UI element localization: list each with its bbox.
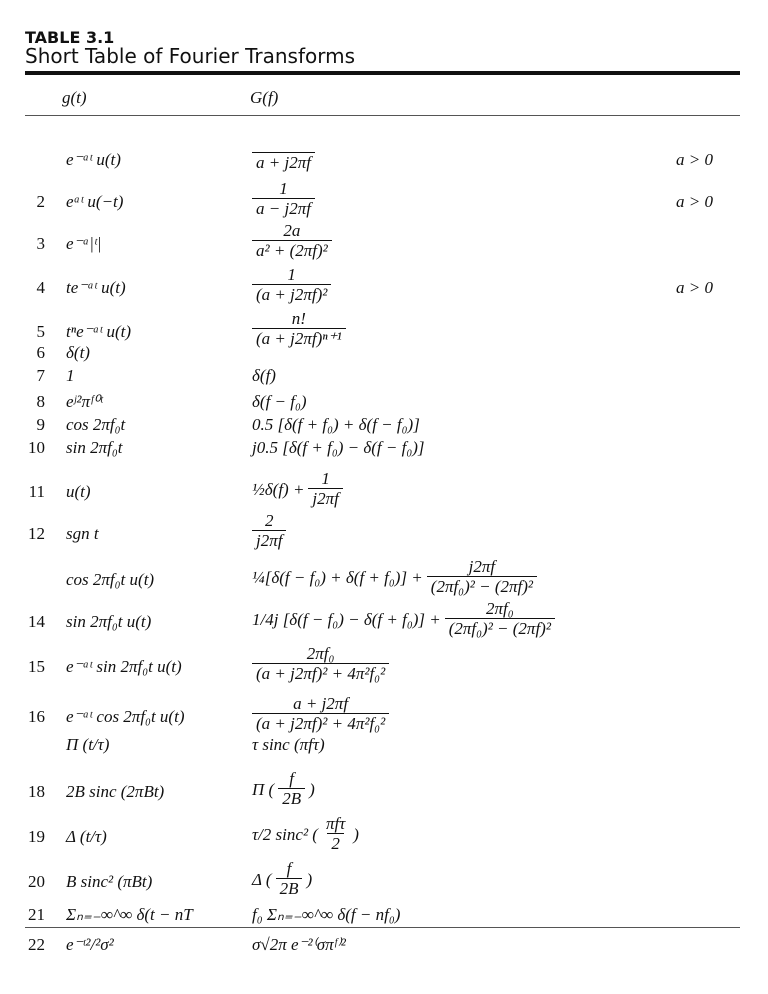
transform-fraction	[445, 600, 555, 639]
transform-prefix: ½δ(f) +	[252, 479, 305, 499]
time-function: cos 2πf₀t	[66, 415, 126, 434]
transform-fraction	[252, 645, 389, 684]
fraction-denominator: j2πf	[308, 488, 342, 509]
transform-prefix: j0.5 [δ(f + f₀) − δ(f − f₀)]	[252, 438, 425, 457]
table-label: TABLE 3.1	[25, 28, 115, 47]
time-function: te⁻ᵃᵗ u(t)	[66, 278, 126, 297]
fourier-transform	[252, 735, 325, 755]
fraction-numerator: 2πf₀	[306, 644, 335, 663]
fraction-numerator: a + j2πf	[293, 694, 349, 713]
fraction-denominator: (a + j2πf)² + 4π²f₀²	[252, 713, 389, 734]
header-rule	[25, 115, 740, 116]
fourier-transform	[252, 310, 346, 349]
fraction-denominator: 2B	[276, 878, 303, 899]
fraction-denominator: (a + j2πf)² + 4π²f₀²	[252, 663, 389, 684]
time-function: e⁻ᵗ²/²σ²	[66, 935, 114, 954]
fraction-denominator: (a + j2πf)²	[252, 284, 331, 305]
fraction-numerator	[279, 138, 287, 152]
fourier-transform	[252, 366, 276, 386]
fourier-transform	[252, 645, 389, 684]
transform-prefix: Π (	[252, 779, 275, 799]
transform-fraction	[252, 222, 332, 261]
row-number: 2	[36, 192, 45, 211]
fraction-denominator: j2πf	[252, 530, 286, 551]
row-number: 22	[28, 935, 45, 954]
time-function: sin 2πf₀t u(t)	[66, 612, 152, 631]
fraction-denominator: (2πf₀)² − (2πf)²	[427, 576, 537, 597]
row-number: 10	[28, 438, 45, 457]
fraction-denominator: a² + (2πf)²	[252, 240, 332, 261]
transform-fraction	[252, 310, 346, 349]
fraction-denominator: (a + j2πf)ⁿ⁺¹	[252, 328, 346, 349]
time-function: eᵃᵗ u(−t)	[66, 192, 124, 211]
time-function: cos 2πf₀t u(t)	[66, 570, 155, 589]
fraction-numerator: 1	[279, 179, 288, 198]
transform-fraction	[427, 558, 537, 597]
fraction-numerator: πfτ	[325, 814, 346, 833]
fourier-transform	[252, 935, 346, 955]
row-number: 21	[28, 905, 45, 924]
row-number: 15	[28, 657, 45, 676]
fourier-transform	[252, 770, 315, 809]
transform-prefix: 1/4j [δ(f − f₀) − δ(f + f₀)] +	[252, 609, 441, 629]
fraction-numerator: f	[289, 769, 295, 788]
transform-fraction	[308, 470, 342, 509]
transform-prefix: f₀ Σₙ₌₋∞^∞ δ(f − nf₀)	[252, 905, 401, 924]
condition: a > 0	[676, 150, 713, 169]
fourier-transform	[252, 860, 312, 899]
row-number: 16	[28, 707, 45, 726]
fourier-transform	[252, 512, 286, 551]
transform-prefix: σ√2π e⁻²⁽σπᶠ⁾²	[252, 935, 346, 954]
transform-fraction	[278, 770, 305, 809]
row-number: 3	[36, 234, 45, 253]
fourier-transform	[252, 415, 420, 435]
row-number: 12	[28, 524, 45, 543]
time-function: Π (t/τ)	[66, 735, 110, 754]
transform-fraction	[252, 138, 315, 173]
time-function: e⁻ᵃᵗ cos 2πf₀t u(t)	[66, 707, 185, 726]
transform-suffix: )	[353, 824, 359, 844]
row-number: 6	[36, 343, 45, 362]
transform-suffix: )	[306, 869, 313, 889]
fraction-denominator: (2πf₀)² − (2πf)²	[445, 618, 555, 639]
fourier-transform	[252, 392, 307, 412]
time-function: Σₙ₌₋∞^∞ δ(t − nT	[66, 905, 193, 924]
row-number: 8	[36, 392, 45, 411]
transform-fraction	[252, 180, 315, 219]
transform-prefix: 0.5 [δ(f + f₀) + δ(f − f₀)]	[252, 415, 420, 434]
time-function: tⁿe⁻ᵃᵗ u(t)	[66, 322, 132, 341]
fourier-transform	[252, 438, 425, 458]
transform-prefix: δ(f)	[252, 366, 276, 385]
time-function: 2B sinc (2πBt)	[66, 782, 165, 801]
transform-suffix: )	[309, 779, 315, 799]
fourier-transform	[252, 600, 555, 639]
fraction-denominator: 2	[327, 833, 344, 854]
row-number: 9	[36, 415, 45, 434]
transform-prefix: Δ (	[252, 869, 272, 889]
fraction-numerator: 2	[264, 511, 274, 530]
time-function: Δ (t/τ)	[66, 827, 107, 846]
top-rule	[25, 71, 740, 75]
row-number: 18	[28, 782, 45, 801]
row-number: 14	[28, 612, 45, 631]
fourier-transform	[252, 470, 343, 509]
transform-prefix: τ sinc (πfτ)	[252, 735, 325, 754]
transform-fraction	[252, 266, 331, 305]
fourier-transform	[252, 180, 315, 219]
time-function: e⁻ᵃᵗ u(t)	[66, 150, 121, 169]
fourier-transform	[252, 558, 537, 597]
time-function: δ(t)	[66, 343, 90, 362]
fraction-denominator: a − j2πf	[252, 198, 315, 219]
table-caption: Short Table of Fourier Transforms	[25, 44, 356, 68]
transform-fraction	[252, 695, 389, 734]
fraction-numerator: n!	[291, 309, 306, 328]
transform-fraction	[322, 815, 349, 854]
fraction-numerator: j2πf	[468, 557, 496, 576]
row-number: 4	[36, 278, 45, 297]
transform-fraction	[252, 512, 286, 551]
fraction-numerator: 2a	[283, 221, 301, 240]
time-function: 1	[66, 366, 75, 385]
transform-prefix: ¼[δ(f − f₀) + δ(f + f₀)] +	[252, 567, 423, 587]
condition: a > 0	[676, 192, 713, 211]
row-number: 20	[28, 872, 45, 891]
time-function: e⁻ᵃᵗ sin 2πf₀t u(t)	[66, 657, 182, 676]
transform-prefix: τ/2 sinc² (	[252, 824, 318, 844]
time-function: B sinc² (πBt)	[66, 872, 153, 891]
fourier-transform	[252, 138, 315, 173]
transform-prefix: δ(f − f₀)	[252, 392, 307, 411]
row-number: 19	[28, 827, 45, 846]
fraction-numerator: 1	[287, 265, 296, 284]
header-G: G(f)	[250, 88, 279, 107]
row-number: 5	[36, 322, 45, 341]
time-function: u(t)	[66, 482, 91, 501]
header-g: g(t)	[62, 88, 87, 107]
time-function: e⁻ᵃ|ᵗ|	[66, 234, 102, 253]
fraction-denominator: a + j2πf	[252, 152, 315, 173]
row-number: 7	[36, 366, 45, 385]
time-function: sgn t	[66, 524, 99, 543]
bottom-rule	[25, 927, 740, 928]
fourier-transform	[252, 266, 331, 305]
row-number: 11	[28, 482, 45, 501]
transform-fraction	[276, 860, 303, 899]
time-function: sin 2πf₀t	[66, 438, 123, 457]
fourier-transform	[252, 905, 400, 925]
fourier-transform	[252, 695, 389, 734]
fraction-numerator: 1	[321, 469, 330, 488]
fourier-transform	[252, 815, 359, 854]
fraction-denominator: 2B	[278, 788, 305, 809]
fourier-transform	[252, 222, 332, 261]
fraction-numerator: f	[286, 859, 292, 878]
condition: a > 0	[676, 278, 713, 297]
time-function: eʲ²πᶠ⁰ᵗ	[66, 392, 103, 411]
fraction-numerator: 2πf₀	[486, 599, 514, 618]
